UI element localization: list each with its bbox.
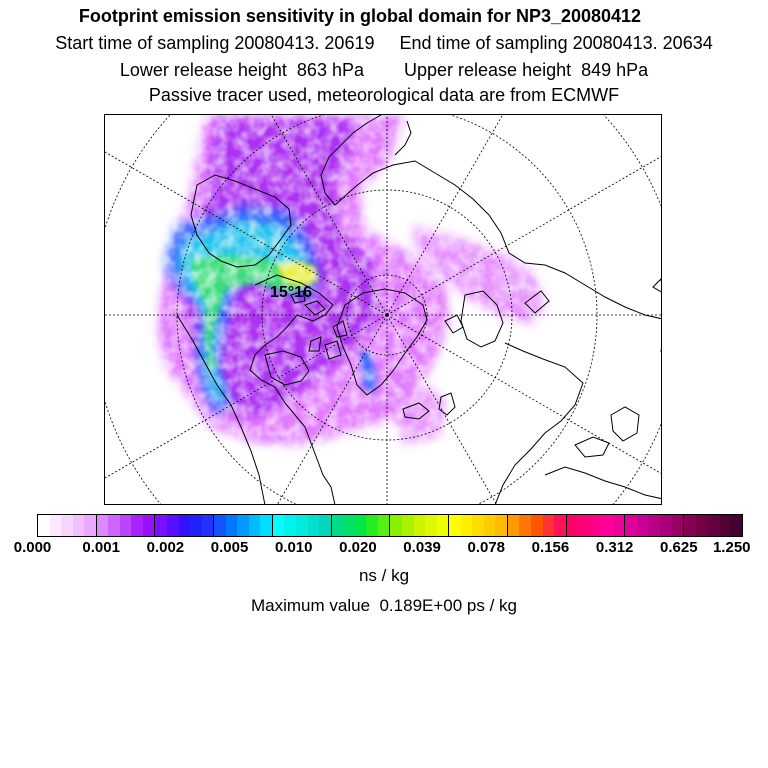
color-swatch: [613, 515, 626, 536]
color-swatch: [273, 515, 285, 536]
plume-texture: [105, 115, 662, 505]
scale-tick-label: 0.312: [595, 539, 634, 556]
polar-map: [105, 115, 662, 505]
release-heights: [0, 60, 768, 81]
scale-tick-label: 0.020: [339, 539, 377, 556]
start-time-label: Start time of sampling 20080413. 20619: [55, 33, 375, 53]
color-swatch: [449, 515, 461, 536]
color-swatch: [567, 515, 579, 536]
color-swatch: [226, 515, 238, 536]
upper-release-label: Upper release height 849 hPa: [404, 60, 649, 80]
color-swatch: [143, 515, 156, 536]
color-swatch: [343, 515, 355, 536]
color-swatch: [355, 515, 367, 536]
color-swatch: [707, 515, 719, 536]
release-site-label: 15°16: [270, 284, 312, 301]
color-swatch: [437, 515, 450, 536]
end-time-label: End time of sampling 20080413. 20634: [399, 33, 713, 53]
color-swatch: [578, 515, 590, 536]
color-swatch: [131, 515, 143, 536]
color-swatch: [190, 515, 202, 536]
color-swatch: [461, 515, 473, 536]
color-swatch: [390, 515, 402, 536]
color-swatch: [73, 515, 85, 536]
sampling-times: [0, 33, 768, 54]
color-swatch: [319, 515, 332, 536]
scale-tick-label: 0.000: [13, 539, 52, 556]
color-scale-unit: ns / kg: [358, 566, 410, 585]
color-swatch: [601, 515, 613, 536]
color-swatch: [332, 515, 344, 536]
color-swatch: [378, 515, 391, 536]
color-swatch: [50, 515, 62, 536]
color-swatch: [108, 515, 120, 536]
scale-tick-label: 0.005: [210, 539, 249, 556]
scale-tick-label: 1.250: [712, 539, 751, 556]
color-swatch: [97, 515, 109, 536]
scale-tick-label: 0.001: [82, 539, 120, 556]
color-swatch: [179, 515, 191, 536]
color-swatch: [625, 515, 637, 536]
maximum-value-label: Maximum value 0.189E+00 ps / kg: [251, 596, 517, 615]
tracer-note: Passive tracer used, meteorological data are from ECMWF: [148, 85, 620, 105]
color-swatch: [590, 515, 602, 536]
color-swatch: [260, 515, 273, 536]
scale-tick-label: 0.010: [274, 539, 313, 556]
lower-release-label: Lower release height 863 hPa: [119, 60, 364, 80]
scale-tick-label: 0.039: [403, 539, 441, 556]
color-swatch: [202, 515, 215, 536]
scale-tick-label: 0.002: [146, 539, 185, 556]
color-swatch: [637, 515, 649, 536]
color-swatch: [38, 515, 50, 536]
color-swatch: [308, 515, 320, 536]
emission-plume: [105, 115, 662, 505]
color-swatch: [508, 515, 520, 536]
color-swatch: [402, 515, 414, 536]
scale-tick-label: 0.156: [531, 539, 570, 556]
color-swatch: [543, 515, 555, 536]
color-swatch: [296, 515, 308, 536]
color-swatch: [648, 515, 660, 536]
color-swatch: [472, 515, 484, 536]
color-swatch: [366, 515, 378, 536]
color-swatch: [414, 515, 426, 536]
color-swatch: [484, 515, 496, 536]
scale-tick-label: 0.625: [660, 539, 698, 556]
color-swatch: [61, 515, 73, 536]
color-swatch: [167, 515, 179, 536]
color-swatch: [531, 515, 543, 536]
color-swatch: [672, 515, 685, 536]
color-swatch: [425, 515, 437, 536]
map-panel: [104, 114, 662, 505]
color-swatch: [519, 515, 531, 536]
color-swatch: [730, 515, 742, 536]
scale-tick-label: 0.078: [467, 539, 506, 556]
color-scale-bar: [37, 514, 743, 537]
color-swatch: [84, 515, 97, 536]
color-swatch: [249, 515, 261, 536]
color-swatch: [237, 515, 249, 536]
color-swatch: [660, 515, 672, 536]
color-swatch: [684, 515, 696, 536]
color-swatch: [495, 515, 508, 536]
color-swatch: [120, 515, 132, 536]
color-swatch: [214, 515, 226, 536]
color-swatch: [719, 515, 731, 536]
color-swatch: [284, 515, 296, 536]
color-scale-ticks: [0, 539, 768, 559]
color-swatch: [696, 515, 708, 536]
color-swatch: [155, 515, 167, 536]
map-title: Footprint emission sensitivity in global domain for NP3_20080412: [78, 6, 642, 26]
color-swatch: [554, 515, 567, 536]
